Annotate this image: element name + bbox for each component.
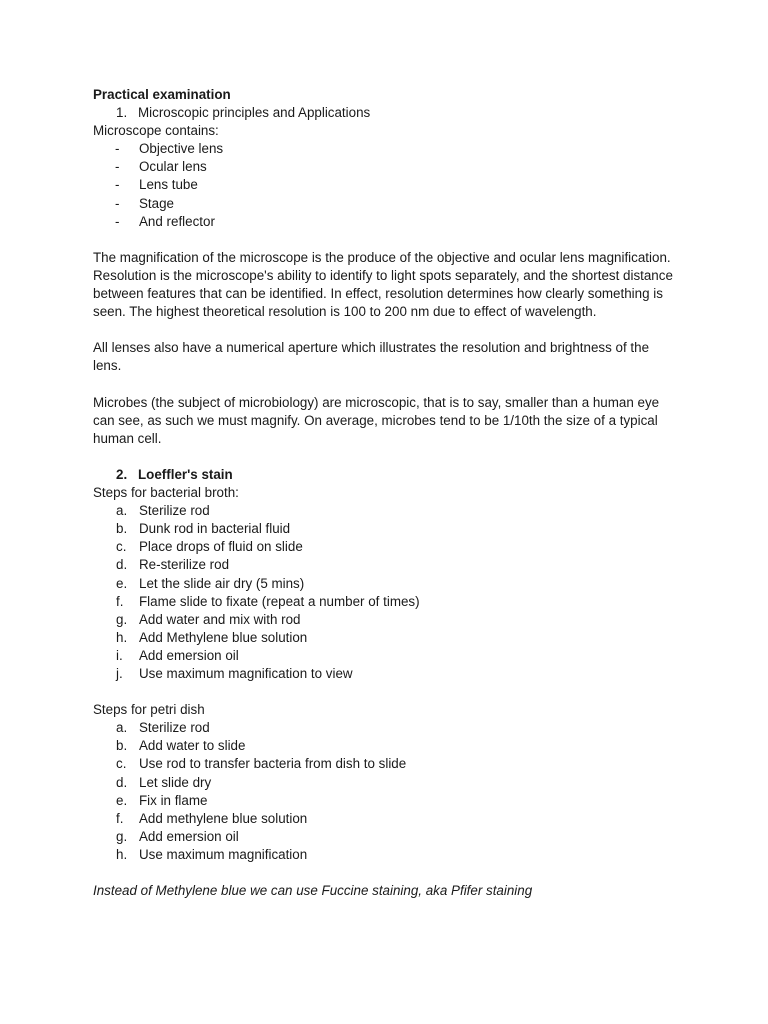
list-item-text: Use rod to transfer bacteria from dish to slide <box>139 756 407 772</box>
list-marker: a. <box>116 503 128 519</box>
list-item <box>93 792 678 810</box>
document-page <box>93 86 678 900</box>
list-item <box>93 629 678 647</box>
list-item-text: Objective lens <box>139 141 224 157</box>
list-marker: - <box>115 213 120 229</box>
list-marker: a. <box>116 720 128 736</box>
list-item <box>93 502 678 520</box>
list-item <box>93 755 678 773</box>
paragraph-aperture: All lenses also have a numerical aperture which illustrates the resolution and brightness of the lens. <box>93 340 650 374</box>
list-item <box>93 665 678 683</box>
list-marker: f. <box>116 810 124 826</box>
list-item-text: Sterilize rod <box>139 720 210 736</box>
list-item-text: Place drops of fluid on slide <box>139 539 303 555</box>
list-item <box>93 810 678 828</box>
spacer <box>93 683 678 701</box>
list-marker: j. <box>116 666 123 681</box>
section-2-heading <box>93 466 678 484</box>
list-item-text: Re-sterilize rod <box>139 557 230 573</box>
list-marker: g. <box>116 828 128 844</box>
list-item <box>93 140 678 158</box>
spacer <box>93 376 678 394</box>
list-marker: c. <box>116 756 127 772</box>
microscope-parts-list <box>93 140 678 230</box>
list-item-text: Use maximum magnification <box>139 846 308 862</box>
list-marker: e. <box>116 792 128 808</box>
list-item-text: Add water and mix with rod <box>139 611 301 627</box>
spacer <box>93 448 678 466</box>
list-item <box>93 647 678 665</box>
list-item <box>93 719 678 737</box>
spacer <box>93 864 678 882</box>
section-heading-text: Loeffler's stain <box>138 466 233 482</box>
paragraph-magnification: The magnification of the microscope is the produce of the objective and ocular lens magnification. Resolution is the microscope's ability to identify to light spots separately, and the shortest distance between features that can be identified. In effect, resolution determines how clearly something is seen. The highest theoretical resolution is 100 to 200 nm due to effect of wavelength. <box>93 249 673 320</box>
list-item-text: Stage <box>139 195 174 211</box>
list-item <box>93 556 678 574</box>
list-item-text: Add emersion oil <box>139 828 239 844</box>
list-marker: d. <box>116 774 128 790</box>
list-item-text: Add Methylene blue solution <box>139 629 308 645</box>
list-marker: h. <box>116 629 128 645</box>
list-marker: d. <box>116 557 128 573</box>
list-item-text: Dunk rod in bacterial fluid <box>139 521 291 537</box>
list-item <box>93 213 678 231</box>
broth-steps-intro: Steps for bacterial broth: <box>93 485 239 501</box>
staining-note: Instead of Methylene blue we can use Fuccine staining, aka Pfifer staining <box>93 883 533 899</box>
list-item-text: Add emersion oil <box>139 647 239 663</box>
list-item <box>93 611 678 629</box>
list-item-text: Use maximum magnification to view <box>139 666 353 681</box>
list-item <box>93 846 678 864</box>
list-marker: b. <box>116 738 128 754</box>
list-item-text: Ocular lens <box>139 159 207 175</box>
list-item-text: Add water to slide <box>139 738 246 754</box>
list-item <box>93 575 678 593</box>
list-item-text: Sterilize rod <box>139 503 210 519</box>
list-marker: i. <box>116 647 123 663</box>
list-item <box>93 538 678 556</box>
list-marker: h. <box>116 846 128 862</box>
list-marker: - <box>115 195 120 211</box>
section-1-heading <box>93 104 678 122</box>
list-marker: - <box>115 159 120 175</box>
paragraph-microbes: Microbes (the subject of microbiology) are microscopic, that is to say, smaller than a human eye can see, as such we must magnify. On average, microbes tend to be 1/10th the size of a typical human cell. <box>93 394 660 446</box>
list-item <box>93 828 678 846</box>
list-item-text: Fix in flame <box>139 792 208 808</box>
broth-steps-list <box>93 502 678 683</box>
list-marker: - <box>115 141 120 157</box>
section-number: 2. <box>116 466 128 482</box>
list-marker: g. <box>116 611 128 627</box>
document-title: Practical examination <box>93 87 231 102</box>
list-marker: b. <box>116 521 128 537</box>
section-heading-text: Microscopic principles and Applications <box>138 105 371 121</box>
list-marker: - <box>115 177 120 193</box>
list-item-text: Lens tube <box>139 177 198 193</box>
list-item-text: And reflector <box>139 213 215 229</box>
spacer <box>93 231 678 249</box>
spacer <box>93 321 678 339</box>
list-item <box>93 176 678 194</box>
list-item <box>93 774 678 792</box>
list-item-text: Let the slide air dry (5 mins) <box>139 575 305 591</box>
list-marker: f. <box>116 593 124 609</box>
list-item <box>93 737 678 755</box>
list-item-text: Add methylene blue solution <box>139 810 308 826</box>
section-1-intro: Microscope contains: <box>93 123 219 139</box>
list-item <box>93 520 678 538</box>
list-item <box>93 158 678 176</box>
list-item <box>93 593 678 611</box>
list-item <box>93 195 678 213</box>
petri-steps-intro: Steps for petri dish <box>93 702 205 718</box>
list-item-text: Let slide dry <box>139 774 212 790</box>
list-marker: c. <box>116 539 127 555</box>
list-item-text: Flame slide to fixate (repeat a number of times) <box>139 593 420 609</box>
section-number: 1. <box>116 105 128 121</box>
petri-steps-list <box>93 719 678 864</box>
list-marker: e. <box>116 575 128 591</box>
